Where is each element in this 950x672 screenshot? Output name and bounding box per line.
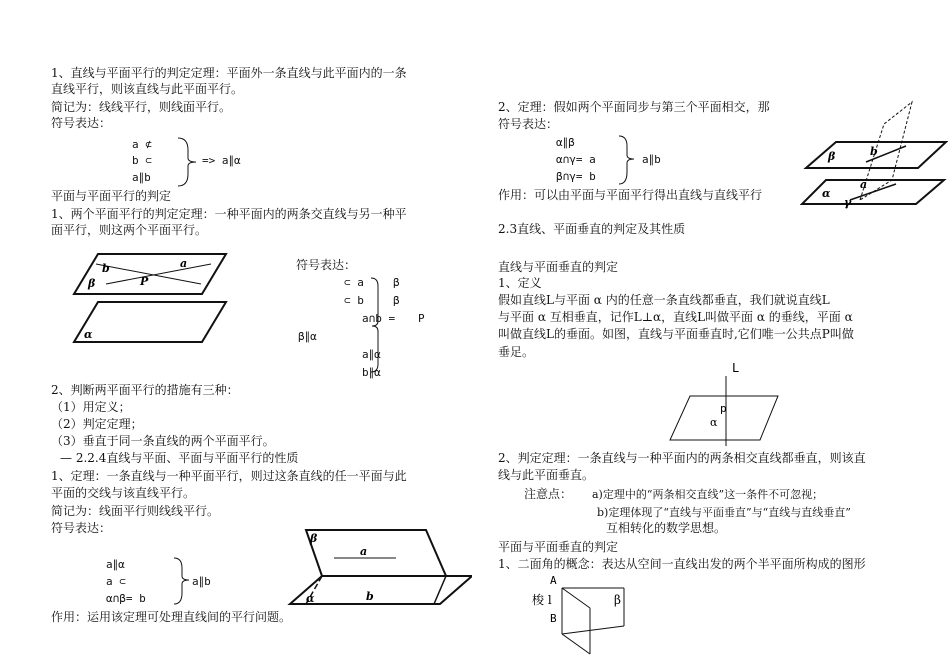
figure-three-planes <box>800 100 948 210</box>
use-2: 作用：可以由平面与平面平行得出直线与直线平行 <box>498 188 763 202</box>
figure-dihedral-angle <box>528 574 638 658</box>
sym2-row1: ⊂ a <box>344 276 364 289</box>
fig4-label-p: p <box>720 402 727 415</box>
method-2: （2）判定定理； <box>51 417 143 431</box>
fig5-label-B: B <box>550 612 557 625</box>
definition-line2: 与平面 α 互相垂直，记作L⊥α，直线L叫做平面 α 的垂线，平面 α <box>498 310 853 324</box>
brace-3 <box>172 556 192 606</box>
note-b-cont: 互相转化的数学思想。 <box>606 521 727 535</box>
sym2-row3-point: P <box>418 312 425 325</box>
fig5-label-A: A <box>550 574 557 587</box>
sym1-row1: a ⊄ <box>132 138 152 151</box>
sym4-row1: α∥β <box>556 136 575 149</box>
symbol-label-2: 符号表达： <box>296 258 357 272</box>
fig1-label-a: a <box>180 257 188 270</box>
sym2-row2: ⊂ b <box>344 294 364 307</box>
fig5-label-beta: β <box>614 593 621 607</box>
perp-theorem-line1: 2、判定定理：一条直线与一种平面内的两条相交直线都垂直，则该直 <box>498 451 866 465</box>
note-a: a)定理中的“两条相交直线”这一条件不可忽视； <box>592 488 824 501</box>
fig5-label-edge: 梭 l <box>532 593 552 607</box>
fig1-label-p: P <box>140 275 149 288</box>
def1-short: 简记为：线面平行则线线平行。 <box>51 504 220 518</box>
use-1: 作用：运用该定理可处理直线间的平行问题。 <box>51 610 292 624</box>
definition-line3: 叫做直线L的垂面。如图，直线与平面垂直时,它们唯一公共点P叫做 <box>498 327 854 341</box>
fig3-label-b: b <box>366 590 374 603</box>
fig4-label-alpha: α <box>710 416 718 429</box>
sym1-row3: a∥b <box>132 171 151 184</box>
figure-parallel-planes <box>66 252 236 347</box>
sym2-row3: a∩b = <box>362 312 396 325</box>
fig1-label-b: b <box>102 262 110 275</box>
sym2-row4: a∥α <box>362 348 381 361</box>
fig3-label-beta: β <box>310 532 318 545</box>
subheading-plane-perp: 平面与平面垂直的判定 <box>498 540 619 554</box>
method-3: （3）垂直于同一条直线的两个平面平行。 <box>51 434 275 448</box>
sym3-result: a∥b <box>192 575 211 588</box>
section-2-2-4: — 2.2.4直线与平面、平面与平面平行的性质 <box>60 451 299 465</box>
sym2-row2-plane: β <box>393 294 400 307</box>
sym1-result: => a∥α <box>202 154 241 167</box>
symbol-label-3: 符号表达： <box>51 521 112 535</box>
fig2-label-gamma: γ <box>844 196 852 209</box>
sym2-row1-plane: β <box>393 276 400 289</box>
sym4-row2: α∩γ= a <box>556 153 596 166</box>
thm-plane-intersect-line1: 2、定理：假如两个平面同步与第三个平面相交，那 <box>498 100 770 114</box>
definition-title: 1、定义 <box>498 276 542 290</box>
fig1-label-beta: β <box>88 277 96 290</box>
plane-parallel-heading: 平面与平面平行的判定 <box>51 189 172 203</box>
thm2-line1: 1、两个平面平行的判定定理：一种平面内的两条交直线与另一种平 <box>51 207 407 221</box>
symbol-label-4: 符号表达： <box>498 117 559 131</box>
dihedral-definition: 1、二面角的概念：表达从空间一直线出发的两个半平面所构成的图形 <box>498 557 866 571</box>
symbol-label-1: 符号表达： <box>51 116 112 130</box>
sym4-result: a∥b <box>642 153 661 166</box>
fig3-label-a: a <box>360 545 368 558</box>
brace-1 <box>176 136 200 188</box>
definition-line4: 垂足。 <box>498 345 535 359</box>
sym3-row1: a∥α <box>106 558 125 571</box>
thm1-short: 简记为：线线平行，则线面平行。 <box>51 100 232 114</box>
sym4-row3: β∩γ= b <box>556 170 596 183</box>
methods-title: 2、判断两平面平行的措施有三种： <box>51 383 239 397</box>
fig2-label-a: a <box>860 178 868 191</box>
def1-line2: 平面的交线与该直线平行。 <box>51 486 196 500</box>
sym3-row3: α∩β= b <box>106 592 146 605</box>
def1-line1: 1、定理：一条直线与一种平面平行，则过这条直线的任一平面与此 <box>51 469 407 483</box>
sym2-row5: b∥α <box>362 366 381 379</box>
brace-4 <box>617 134 637 186</box>
fig2-label-b: b <box>870 145 878 158</box>
perp-theorem-line2: 线与此平面垂直。 <box>498 468 595 482</box>
sym2-result: β∥α <box>298 330 317 343</box>
fig2-label-beta: β <box>828 150 836 163</box>
thm1-line2: 直线平行，则该直线与此平面平行。 <box>51 82 244 96</box>
fig4-label-L: L <box>732 362 740 375</box>
thm1-line1: 1、直线与平面平行的判定定理：平面外一条直线与此平面内的一条 <box>51 66 407 80</box>
fig1-label-alpha: α <box>84 328 93 341</box>
thm2-line2: 面平行，则这两个平面平行。 <box>51 223 208 237</box>
note-label: 注意点： <box>524 487 573 501</box>
sym3-row2: a ⊂ <box>106 575 126 588</box>
sym1-row2: b ⊂ <box>132 154 152 167</box>
section-2-3: 2.3直线、平面垂直的判定及其性质 <box>498 222 686 236</box>
subheading-line-plane-perp: 直线与平面垂直的判定 <box>498 260 619 274</box>
method-1: （1）用定义； <box>51 400 131 414</box>
fig3-label-alpha: α <box>306 592 315 605</box>
note-b: b)定理体现了“直线与平面垂直”与“直线与直线垂直” <box>597 506 851 519</box>
figure-line-plane-parallel <box>286 526 472 608</box>
fig2-label-alpha: α <box>822 187 831 200</box>
definition-line1: 假如直线L与平面 α 内的任意一条直线都垂直，我们就说直线L <box>498 293 830 307</box>
figure-line-perp-plane <box>666 362 786 446</box>
